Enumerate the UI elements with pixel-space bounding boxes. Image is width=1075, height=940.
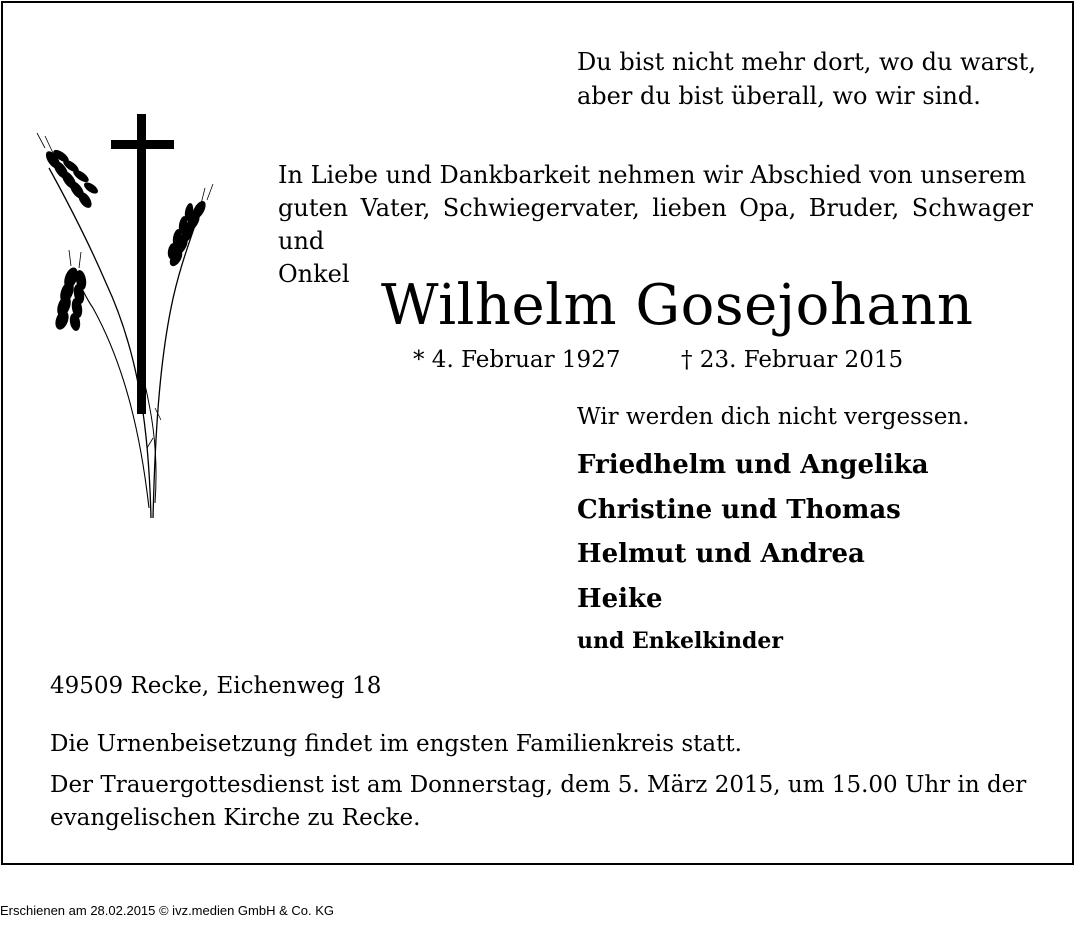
family-address: 49509 Recke, Eichenweg 18 xyxy=(50,673,382,699)
death-date: † 23. Februar 2015 xyxy=(681,347,904,373)
family-name: Christine und Thomas xyxy=(577,494,901,525)
deceased-name: Wilhelm Gosejohann xyxy=(381,273,974,338)
cross-with-wheat-icon xyxy=(31,108,216,523)
intro-text xyxy=(278,159,1033,291)
family-name: Heike xyxy=(577,583,663,614)
publication-footer: Erschienen am 28.02.2015 © ivz.medien GmbH & Co. KG xyxy=(0,903,335,918)
intro-line-2: guten Vater, Schwiegervater, lieben Opa, Bruder, Schwager und xyxy=(278,194,1033,255)
birth-date: * 4. Februar 1927 xyxy=(413,347,621,373)
intro-line-1: In Liebe und Dankbarkeit nehmen wir Abschied von unserem xyxy=(278,161,1027,189)
family-name: und Enkelkinder xyxy=(577,628,783,654)
memorial-verse xyxy=(577,45,1036,113)
family-signatures xyxy=(577,443,929,666)
family-name: Friedhelm und Angelika xyxy=(577,450,929,480)
service-notice: Der Trauergottesdienst ist am Donnerstag, dem 5. März 2015, um 15.00 Uhr in der evangelischen Kirche zu Recke. xyxy=(50,772,1027,831)
obituary-frame xyxy=(1,1,1074,865)
family-name: Helmut und Andrea xyxy=(577,539,865,569)
verse-line-1: Du bist nicht mehr dort, wo du warst, xyxy=(577,48,1036,76)
farewell-line: Wir werden dich nicht vergessen. xyxy=(577,404,970,430)
intro-line-3: Onkel xyxy=(278,260,350,288)
verse-line-2: aber du bist überall, wo wir sind. xyxy=(577,82,981,110)
burial-notice: Die Urnenbeisetzung findet im engsten Familienkreis statt. xyxy=(50,731,742,757)
